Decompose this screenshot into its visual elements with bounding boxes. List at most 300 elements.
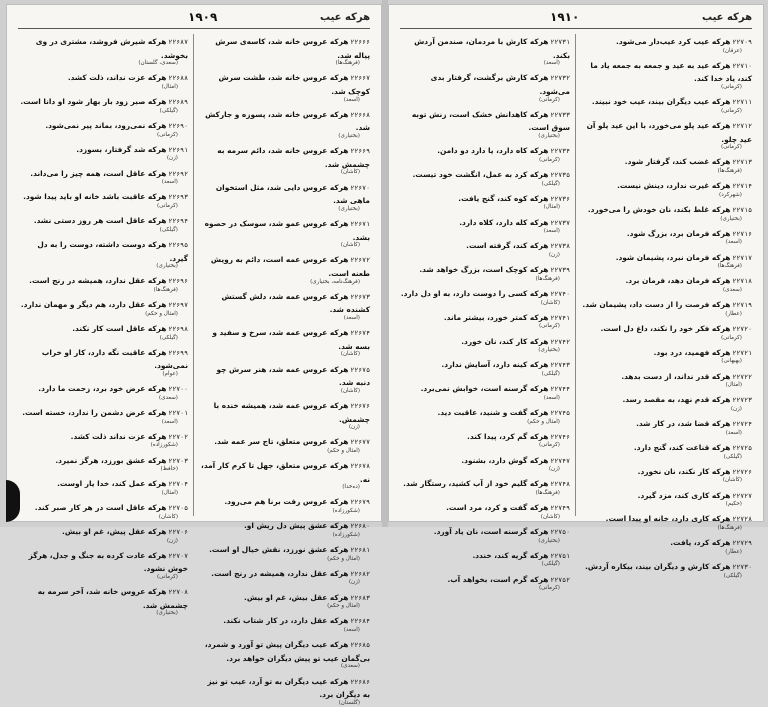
- entry-number: ۲۲۶۷۷: [350, 438, 370, 447]
- entry-number: ۲۲۷۰۴: [168, 480, 188, 489]
- proverb-entry: [200, 34, 370, 67]
- entry-number: ۲۲۶۷۰: [350, 183, 370, 192]
- proverb-source: (بختیاری): [538, 132, 560, 139]
- proverb-source: (اسعد): [725, 429, 742, 436]
- proverb-source: (اسعد): [725, 239, 742, 246]
- proverb-entry: [400, 476, 570, 497]
- proverb-text: هرکه کاهدانش خشک است، زنش توبه سوق است.: [411, 109, 570, 133]
- proverb-entry: [200, 143, 370, 176]
- left-page: [6, 4, 382, 706]
- entry-number: ۲۲۷۴۸: [550, 480, 570, 489]
- proverb-entry: [400, 286, 570, 307]
- proverb-entry: [582, 511, 752, 532]
- entry-number: ۲۲۶۸۱: [350, 546, 370, 555]
- entry-number: ۲۲۷۴۰: [550, 289, 570, 298]
- proverb-text: هرکه شیرش فروشد، مشتری در وی بخوشد.: [35, 37, 188, 60]
- proverb-entry: [400, 191, 570, 212]
- proverb-entry: [582, 416, 752, 437]
- entry-number: ۲۲۷۲۷: [732, 491, 752, 500]
- proverb-entry: [582, 250, 752, 271]
- entry-number: ۲۲۷۳۳: [550, 110, 570, 119]
- proverb-entry: [400, 500, 570, 521]
- proverb-source: (کرمانی): [720, 83, 742, 90]
- proverb-entry: [200, 542, 370, 563]
- proverb-source: (اسعد): [161, 418, 178, 425]
- proverb-entry: [582, 58, 752, 91]
- proverb-text: هرکه گم کرد، پیدا کند.: [467, 431, 549, 441]
- proverb-text: هرکه کمتر خورد، بیشتر ماند.: [443, 312, 549, 322]
- proverb-entry: [400, 453, 570, 474]
- proverb-source: (گیلکی): [159, 226, 178, 233]
- proverb-entry: [400, 215, 570, 236]
- proverb-text: هرکه عروس عمه است، دائم به رویش طعنه است.: [210, 255, 370, 278]
- proverb-text: هرکه کوه کند، گنج یافت.: [458, 193, 549, 203]
- proverb-entry: [18, 524, 188, 545]
- entry-number: ۲۲۶۸۵: [350, 641, 370, 650]
- proverb-entry: [18, 118, 188, 139]
- proverb-entry: [582, 321, 752, 342]
- proverb-entry: [200, 494, 370, 515]
- entry-number: ۲۲۶۷۱: [350, 219, 370, 228]
- proverb-source: (زن): [348, 579, 360, 586]
- proverb-text: هرکه کسی را دوست دارد، به او دل دارد.: [400, 288, 549, 298]
- proverb-text: هرکه عادت کرده به جنگ و جدل، هرگز خوش نشود.: [28, 550, 188, 574]
- proverb-text: هرکه عزت نداند، ذلت کشد.: [67, 73, 167, 83]
- proverb-entry: [18, 94, 188, 115]
- proverb-text: هرکه گریه کند، خندد.: [472, 550, 549, 560]
- proverb-source: (کرمانی): [156, 573, 178, 580]
- proverb-source: (بهبهانی): [721, 358, 742, 365]
- right-page-header: [400, 12, 752, 29]
- proverb-entry: [18, 476, 188, 497]
- entry-number: ۲۲۷۱۰: [732, 61, 752, 70]
- left-page-running-title: هرکه عیب: [319, 12, 370, 23]
- entry-number: ۲۲۶۷۳: [350, 292, 370, 301]
- proverb-source: (گیلکی): [723, 453, 742, 460]
- proverb-entry: [400, 429, 570, 450]
- proverb-text: هرکه عروس خانه شد، کاسه‌ی سرش پیاله شد.: [215, 37, 370, 60]
- proverb-text: هرکه غلط بکند، نان خودش را می‌خورد.: [587, 204, 731, 214]
- entry-number: ۲۲۷۰۰: [168, 385, 188, 394]
- proverb-source: (بختیاری): [538, 537, 560, 544]
- entry-number: ۲۲۶۹۰: [168, 121, 188, 130]
- proverb-entry: [18, 405, 188, 426]
- proverb-text: هرکه عاقل است کار نکند.: [72, 323, 167, 333]
- left-page-columns: [18, 34, 370, 706]
- proverb-text: هرکه عاقل است، همه چیز را می‌داند.: [30, 168, 167, 178]
- proverb-entry: [400, 238, 570, 259]
- proverb-source: (اسعد): [343, 314, 360, 321]
- entry-number: ۲۲۷۰۸: [168, 588, 188, 597]
- proverb-text: هرکه فرمان دهد، فرمان برد.: [625, 276, 731, 286]
- entry-number: ۲۲۶۹۴: [168, 217, 188, 226]
- entry-number: ۲۲۶۸۲: [350, 569, 370, 578]
- proverb-source: (کرمانی): [538, 156, 560, 163]
- proverb-source: (کرمانی): [720, 334, 742, 341]
- proverb-text: هرکه عیب کرد عیب‌دار می‌شود.: [616, 37, 731, 46]
- proverb-source: (امثال و حکم): [327, 603, 360, 610]
- entry-number: ۲۲۶۹۲: [168, 169, 188, 178]
- proverb-source: (اسعد): [161, 179, 178, 186]
- proverb-text: هرکه فرصت را از دست داد، پشیمان شد.: [582, 300, 731, 310]
- proverb-entry: [200, 398, 370, 431]
- proverb-source: (شکورزاده): [150, 442, 178, 449]
- proverb-source: (امثال): [161, 489, 178, 496]
- entry-number: ۲۲۶۸۳: [350, 593, 370, 602]
- proverb-entry: [200, 674, 370, 707]
- proverb-source: (عطار): [725, 548, 742, 555]
- entry-number: ۲۲۷۳۸: [550, 242, 570, 251]
- right-page-columns: [400, 34, 752, 592]
- right-page-right-column: [582, 34, 752, 579]
- proverb-entry: [18, 429, 188, 450]
- proverb-entry: [200, 518, 370, 539]
- proverb-text: هرکه عمل کند، خدا یار اوست.: [57, 479, 167, 489]
- proverb-source: (سعدی): [158, 394, 178, 401]
- proverb-entry: [400, 34, 570, 67]
- proverb-source: (حافظ): [160, 466, 178, 473]
- entry-number: ۲۲۶۸۷: [168, 38, 188, 46]
- entry-number: ۲۲۷۴۹: [550, 504, 570, 513]
- proverb-text: هرکه کرد به عمل، انگشت خود تیست.: [412, 169, 549, 179]
- proverb-source: (گیلکی): [541, 561, 560, 568]
- proverb-entry: [400, 310, 570, 331]
- proverb-text: هرکه عزت نداند ذلت کشد.: [70, 431, 167, 441]
- proverb-entry: [400, 548, 570, 569]
- proverb-source: (سعدی): [722, 286, 742, 293]
- proverb-text: هرکه عروس دایی شد، مثل استخوان ماهی شد.: [215, 182, 370, 206]
- proverb-entry: [18, 321, 188, 342]
- proverb-source: (سعدی، گلستان): [138, 60, 178, 67]
- proverb-entry: [18, 70, 188, 91]
- proverb-source: (کرمانی): [538, 96, 560, 103]
- proverb-text: هرکه عاقبت باشد خانه او باید پیدا شود.: [23, 192, 167, 202]
- proverb-source: (بختیاری): [338, 205, 360, 212]
- proverb-source: (بختیاری): [720, 215, 742, 222]
- proverb-text: هرکه عروس عمه شد، سرخ و سفید و بسه شد.: [212, 328, 370, 351]
- entry-number: ۲۲۷۰۹: [732, 38, 752, 46]
- proverb-entry: [18, 237, 188, 270]
- proverb-source: (امثال و حکم): [327, 555, 360, 562]
- entry-number: ۲۲۷۴۶: [550, 432, 570, 441]
- entry-number: ۲۲۷۴۲: [550, 337, 570, 346]
- proverb-entry: [200, 252, 370, 285]
- proverb-source: (فرهنگ‌ها): [153, 286, 178, 293]
- entry-number: ۲۲۷۲۰: [732, 324, 752, 333]
- proverb-text: هرکه کوچک است، بزرگ خواهد شد.: [419, 265, 549, 275]
- proverb-entry: [400, 572, 570, 593]
- proverb-text: هرکه عیب دیگران به تو آرد، عیب تو نیز به دیگران برد.: [207, 676, 370, 700]
- entry-number: ۲۲۷۳۶: [550, 194, 570, 203]
- proverb-text: هرکه کله دارد، کلاه دارد.: [459, 217, 549, 227]
- proverb-text: هرکه عروس عمه شد، هنر سرش چو دنبه شد.: [216, 364, 370, 388]
- proverb-text: هرکه عید پلو می‌خورد، با این عید پلو آن عید چلو.: [586, 120, 752, 144]
- proverb-source: (فرهنگ‌ها): [717, 263, 742, 270]
- proverb-source: (گیلکی): [723, 572, 742, 579]
- proverb-entry: [18, 213, 188, 234]
- proverb-entry: [582, 34, 752, 55]
- entry-number: ۲۲۶۶۷: [350, 74, 370, 83]
- entry-number: ۲۲۷۲۳: [732, 396, 752, 405]
- proverb-entry: [400, 70, 570, 103]
- right-page-running-title: هرکه عیب: [701, 12, 752, 23]
- proverb-source: (امثال و حکم): [527, 418, 560, 425]
- proverb-text: هرکه عروس متعلق، تاج سر عمه شد.: [214, 437, 349, 447]
- proverb-text: هرکه گرسنه است، نان یاد آورد.: [433, 526, 549, 536]
- entry-number: ۲۲۷۱۴: [732, 182, 752, 191]
- proverb-text: هرکه صبر زود بار بهار شود او دانا است.: [20, 97, 167, 107]
- proverb-text: هرکه عروس متعلق، جهل تا کرم کار آمد، نه.: [201, 461, 370, 484]
- entry-number: ۲۲۷۱۹: [732, 301, 752, 310]
- right-page: [388, 4, 764, 592]
- proverb-source: (شکورزاده): [332, 531, 360, 538]
- entry-number: ۲۲۶۹۶: [168, 277, 188, 286]
- proverb-text: هرکه کند، گرفته است.: [466, 241, 549, 251]
- proverb-entry: [18, 453, 188, 474]
- proverb-entry: [582, 392, 752, 413]
- entry-number: ۲۲۶۷۶: [350, 401, 370, 410]
- left-page-left-column: [18, 34, 188, 617]
- proverb-text: هرکه عروس عمو شد، سوسک در حصوه بشد.: [204, 218, 370, 242]
- entry-number: ۲۲۷۱۸: [732, 277, 752, 286]
- proverb-source: (گیلکی): [541, 180, 560, 187]
- entry-number: ۲۲۶۹۳: [168, 193, 188, 202]
- proverb-text: هرکه کارش با مردمان، صندمن آردش بکند.: [414, 37, 570, 60]
- proverb-source: (کرمانی): [156, 202, 178, 209]
- proverb-source: (امثال): [725, 382, 742, 389]
- proverb-text: هرکه عروس رفت برنا هم می‌رود.: [224, 497, 349, 507]
- proverb-source: (کاشان): [340, 387, 360, 394]
- proverb-source: (گیلکی): [541, 370, 560, 377]
- proverb-source: (کاشان): [540, 513, 560, 520]
- proverb-text: هرکه کاری دارد، خانه او پیدا است.: [605, 514, 731, 524]
- left-page-right-column: [200, 34, 370, 706]
- entry-number: ۲۲۶۹۹: [168, 348, 188, 357]
- proverb-source: (زن): [730, 405, 742, 412]
- entry-number: ۲۲۷۳۲: [550, 74, 570, 83]
- proverb-entry: [582, 273, 752, 294]
- proverb-text: هرکه عقل ندارد، همیشه در رنج است.: [211, 568, 349, 578]
- entry-number: ۲۲۶۸۶: [350, 677, 370, 686]
- proverb-source: (شکورزاده): [332, 508, 360, 515]
- proverb-entry: [18, 34, 188, 67]
- proverb-entry: [18, 500, 188, 521]
- proverb-text: هرکه گرسنه است، خوابش نمی‌برد.: [420, 384, 549, 394]
- proverb-source: (فرهنگ‌ها): [535, 489, 560, 496]
- proverb-entry: [200, 107, 370, 140]
- proverb-text: هرکه کارش برگشت، گرفتار بدی می‌شود.: [430, 73, 570, 96]
- proverb-entry: [582, 464, 752, 485]
- proverb-entry: [18, 381, 188, 402]
- proverb-source: (بختیاری): [156, 610, 178, 617]
- proverb-text: هرکه قضا شد، در کار شد.: [636, 419, 731, 429]
- proverb-entry: [582, 202, 752, 223]
- proverb-source: (حکیم): [725, 501, 742, 508]
- proverb-source: (زن): [166, 155, 178, 162]
- proverb-entry: [18, 584, 188, 617]
- proverb-entry: [582, 345, 752, 366]
- proverb-text: هرکه عقل بیش، غم او بیش.: [244, 592, 349, 602]
- entry-number: ۲۲۷۱۵: [732, 205, 752, 214]
- proverb-text: هرکه گرم است، بخواهد آب.: [447, 574, 549, 584]
- proverb-entry: [18, 189, 188, 210]
- proverb-text: هرکه عروس خانه شد، پسوزه و جارکش شد.: [205, 109, 370, 133]
- proverb-text: هرکه فکر خود را نکند، داغ دل است.: [600, 323, 731, 333]
- proverb-source: (کرمانی): [720, 144, 742, 151]
- entry-number: ۲۲۷۲۹: [732, 539, 752, 548]
- proverb-entry: [582, 559, 752, 580]
- entry-number: ۲۲۶۹۷: [168, 301, 188, 310]
- proverb-text: هرکه کار کند، نان خورد.: [461, 336, 549, 346]
- proverb-entry: [582, 178, 752, 199]
- proverb-entry: [582, 440, 752, 461]
- proverb-text: هرکه عروس عمه شد، دلش گستش کشنده شد.: [221, 291, 370, 315]
- entry-number: ۲۲۷۴۴: [550, 385, 570, 394]
- entry-number: ۲۲۷۴۳: [550, 361, 570, 370]
- entry-number: ۲۲۷۱۷: [732, 253, 752, 262]
- entry-number: ۲۲۶۸۹: [168, 98, 188, 107]
- entry-number: ۲۲۷۲۲: [732, 372, 752, 381]
- entry-number: ۲۲۷۰۱: [168, 408, 188, 417]
- proverb-entry: [582, 488, 752, 509]
- proverb-text: هرکه کینه دارد، آسایش ندارد.: [441, 360, 549, 370]
- right-page-number: ۱۹۱۰: [550, 10, 580, 24]
- entry-number: ۲۲۶۸۸: [168, 74, 188, 83]
- proverb-text: هرکه دوست داشته، دوست را به دل گیرد.: [37, 239, 188, 263]
- proverb-text: هرکه گلیم خود از آب کشید، رستگار شد.: [403, 479, 549, 489]
- proverb-text: هرکه عقل دارد، هم دیگر و مهمان ندارد.: [20, 300, 167, 310]
- proverb-text: هرکه کار نکند، نان نخورد.: [637, 466, 731, 476]
- proverb-entry: [400, 262, 570, 283]
- proverb-source: (اسعد): [543, 228, 560, 235]
- proverb-entry: [582, 369, 752, 390]
- entry-number: ۲۲۶۹۱: [168, 145, 188, 154]
- proverb-entry: [582, 535, 752, 556]
- proverb-entry: [200, 590, 370, 611]
- entry-number: ۲۲۷۱۲: [732, 121, 752, 130]
- proverb-entry: [18, 273, 188, 294]
- proverb-entry: [582, 94, 752, 115]
- proverb-entry: [200, 613, 370, 634]
- proverb-source: (امثال): [543, 204, 560, 211]
- entry-number: ۲۲۷۲۱: [732, 348, 752, 357]
- proverb-text: هرکه نمی‌رود، بماند پیر نمی‌شود.: [45, 120, 167, 130]
- proverb-entry: [400, 381, 570, 402]
- proverb-entry: [400, 107, 570, 140]
- entry-number: ۲۲۷۳۰: [732, 562, 752, 571]
- proverb-entry: [200, 325, 370, 358]
- entry-number: ۲۲۷۵۱: [550, 551, 570, 560]
- proverb-source: (فرهنگ‌ها): [535, 275, 560, 282]
- proverb-entry: [200, 180, 370, 213]
- proverb-text: هرکه گفت و کرد، مرد است.: [446, 503, 549, 513]
- proverb-source: (کاشان): [340, 351, 360, 358]
- proverb-source: (زن): [548, 466, 560, 473]
- proverb-text: هرکه کارش و دیگران بیند، بیکاره آردش.: [585, 561, 731, 571]
- proverb-text: هرکه عشق بورزد، هرگز نمیرد.: [55, 455, 167, 465]
- entry-number: ۲۲۶۷۹: [350, 498, 370, 507]
- proverb-source: (امثال و حکم): [145, 310, 178, 317]
- proverb-text: هرکه عشق نورزد، نقش خیال او است.: [209, 545, 349, 555]
- entry-number: ۲۲۷۲۴: [732, 420, 752, 429]
- entry-number: ۲۲۷۲۸: [732, 515, 752, 524]
- proverb-text: هرکه عید به عید و جمعه به جمعه یاد ما کند، یاد خدا کند.: [590, 60, 752, 84]
- entry-number: ۲۲۶۶۸: [350, 110, 370, 119]
- proverb-entry: [200, 289, 370, 322]
- proverb-source: (فرهنگ‌ها): [335, 60, 360, 67]
- proverb-text: هرکه عروس خانه شد، طشت سرش کوچک شد.: [218, 73, 370, 96]
- proverb-text: هرکه عرض دشمن را ندارد، خسته است.: [22, 407, 167, 417]
- entry-number: ۲۲۶۷۲: [350, 256, 370, 265]
- proverb-text: هرکه عشق پیش دل ریش او.: [243, 521, 349, 531]
- proverb-text: هرکه عاقل است در هر کار صبر کند.: [34, 503, 167, 513]
- proverb-source: (اسعد): [343, 627, 360, 634]
- proverb-text: هرکه عاقبت نگه دارد، کار او خراب نمی‌شود.: [41, 347, 188, 371]
- proverb-text: هرکه فهمید، درد بود.: [653, 347, 731, 357]
- proverb-text: هرکه عقل پیش، غم او بیش.: [62, 526, 167, 536]
- proverb-text: هرکه کاری کند، مزد گیرد.: [637, 490, 731, 500]
- proverb-source: (عوام): [162, 370, 178, 377]
- proverb-entry: [400, 405, 570, 426]
- entry-number: ۲۲۶۸۴: [350, 617, 370, 626]
- proverb-text: هرکه عقل دارد، در کار شتاب نکند.: [223, 616, 349, 626]
- proverb-source: (اسعد): [543, 394, 560, 401]
- proverb-entry: [400, 357, 570, 378]
- proverb-text: هرکه غضب کند، گرفتار شود.: [624, 157, 731, 167]
- proverb-source: (عطار): [725, 310, 742, 317]
- proverb-text: هرکه عیب دیگران بیند، عیب خود نبیند.: [591, 97, 731, 107]
- entry-number: ۲۲۶۶۶: [350, 38, 370, 46]
- proverb-entry: [18, 548, 188, 581]
- entry-number: ۲۲۷۳۵: [550, 170, 570, 179]
- entry-number: ۲۲۶۷۴: [350, 329, 370, 338]
- entry-number: ۲۲۷۳۷: [550, 218, 570, 227]
- proverb-text: هرکه قدم نهد، به مقصد رسد.: [622, 395, 731, 405]
- proverb-text: هرکه کاه دارد، یا دارد دو دامن.: [437, 146, 549, 156]
- proverb-text: هرکه عیب دیگران پیش تو آورد و شمرد، بی‌گمان عیب تو پیش دیگران خواهد برد.: [204, 640, 370, 663]
- entry-number: ۲۲۷۴۷: [550, 456, 570, 465]
- proverb-text: هرکه گفت و شنید، عاقبت دید.: [437, 407, 549, 417]
- proverb-text: هرکه عروس خانه شد، دائم سرمه به چشمش شد.: [217, 146, 370, 169]
- proverb-source: (زن): [166, 537, 178, 544]
- entry-number: ۲۲۷۵۰: [550, 527, 570, 536]
- entry-number: ۲۲۷۰۶: [168, 527, 188, 536]
- proverb-text: هرکه عروس خانه شد، آخر سرمه به چشمش شد.: [37, 587, 188, 610]
- proverb-text: هرکه گوش دارد، بشنود.: [461, 455, 549, 465]
- entry-number: ۲۲۷۰۲: [168, 432, 188, 441]
- proverb-text: هرکه کرد، یافت.: [670, 538, 731, 548]
- proverb-entry: [200, 216, 370, 249]
- proverb-source: (گلستان): [338, 699, 360, 706]
- entry-number: ۲۲۷۱۱: [732, 98, 752, 107]
- proverb-entry: [400, 524, 570, 545]
- proverb-entry: [18, 166, 188, 187]
- proverb-text: هرکه قدر نداند، از دست بدهد.: [621, 371, 731, 381]
- proverb-text: هرکه عقل ندارد، همیشه در رنج است.: [29, 276, 167, 286]
- entry-number: ۲۲۷۲۵: [732, 443, 752, 452]
- proverb-source: (زن): [548, 251, 560, 258]
- proverb-text: هرکه قناعت کند، گنج دارد.: [633, 442, 731, 452]
- proverb-source: (فرهنگ‌ها): [717, 524, 742, 531]
- proverb-source: (کاشان): [540, 299, 560, 306]
- proverb-text: هرکه عاقل است هر روز دستی نشد.: [33, 216, 167, 226]
- proverb-source: (بختیاری): [338, 132, 360, 139]
- entry-number: ۲۲۷۰۳: [168, 456, 188, 465]
- proverb-source: (کرمانی): [538, 323, 560, 330]
- entry-number: ۲۲۶۸۰: [350, 522, 370, 531]
- entry-number: ۲۲۷۳۴: [550, 147, 570, 156]
- proverb-entry: [582, 118, 752, 151]
